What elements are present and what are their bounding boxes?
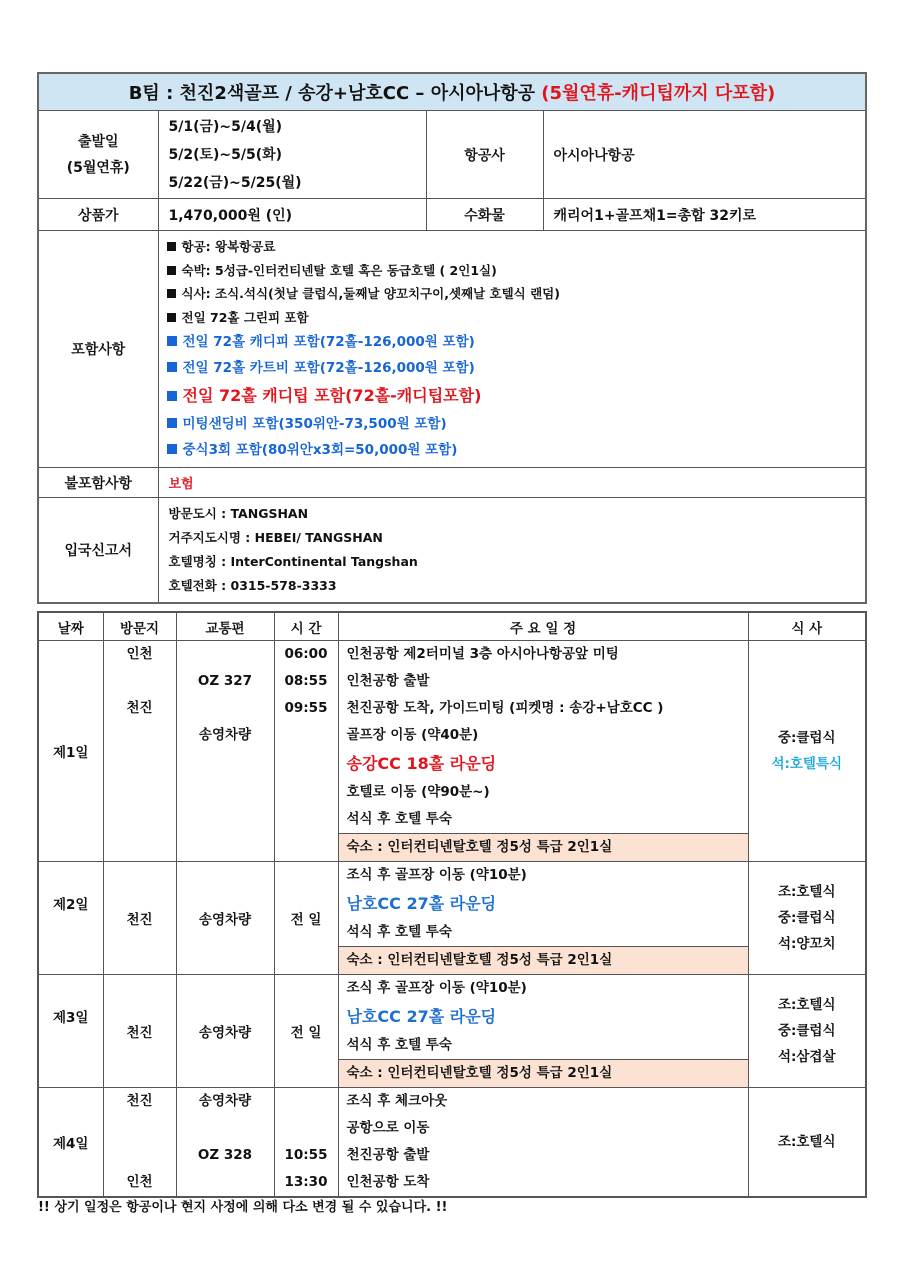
included-item: 항공: 왕복항공료	[167, 235, 866, 259]
day-label: 제3일	[38, 975, 103, 1088]
included-item: 전일 72홀 캐디피 포함(72홀-126,000원 포함)	[167, 329, 866, 355]
included-item: 전일 72홀 그린피 포함	[167, 306, 866, 330]
departure-date: 5/1(금)~5/4(월)	[168, 118, 283, 135]
time-cell: 06:00 08:55 09:55	[274, 641, 338, 862]
plan-line-golf: 송강CC 18홀 라운딩	[346, 754, 497, 773]
itinerary-table	[37, 611, 867, 1198]
departure-label-cell	[38, 111, 158, 199]
bullet-square-icon	[167, 418, 177, 428]
plan-line-golf: 남호CC 27홀 라운딩	[346, 894, 497, 913]
day-row	[38, 641, 866, 862]
baggage-value: 캐리어1+골프채1=총합 32키로	[543, 199, 866, 231]
bullet-square-icon	[167, 289, 176, 298]
place-cell: 천진	[103, 975, 176, 1088]
bullet-square-icon	[167, 336, 177, 346]
plan-line: 석식 후 호텔 투숙	[346, 1037, 452, 1053]
plan-cell	[338, 1088, 748, 1198]
title-highlight: (5월연휴-캐디팁까지 다포함)	[541, 83, 776, 104]
header-plan: 주 요 일 정	[338, 612, 748, 641]
plan-line: 공항으로 이동	[346, 1120, 430, 1136]
entry-form-info	[158, 498, 866, 604]
entry-line: 방문도시 : TANGSHAN	[168, 506, 309, 521]
excluded-label: 불포함사항	[38, 468, 158, 498]
plan-line: 인천공항 제2터미널 3층 아시아나항공앞 미팅	[346, 646, 619, 662]
bullet-square-icon	[167, 242, 176, 251]
departure-sublabel: (5월연휴)	[66, 159, 130, 176]
plan-line: 천진공항 도착, 가이드미팅 (피켓명 : 송강+남호CC )	[346, 700, 664, 716]
time-cell: 10:55 13:30	[274, 1088, 338, 1198]
header-time: 시 간	[274, 612, 338, 641]
plan-line: 호텔로 이동 (약90분~)	[346, 784, 490, 800]
transport-cell: 송영차량	[176, 862, 274, 975]
meals-cell: 조:호텔식 중:클럽식 석:양꼬치	[748, 862, 866, 975]
hotel-line: 숙소 : 인터컨티넨탈호텔 정5성 특급 2인1실	[339, 833, 748, 861]
departure-dates	[158, 111, 426, 199]
meals-cell: 조:호텔식	[748, 1088, 866, 1198]
airline-label: 항공사	[426, 111, 543, 199]
included-item: 식사: 조식.석식(첫날 클럽식,둘째날 양꼬치구이,셋째날 호텔식 랜덤)	[167, 282, 866, 306]
entry-line: 거주지도시명 : HEBEI/ TANGSHAN	[168, 530, 383, 545]
place-cell: 천진	[103, 862, 176, 975]
hotel-line: 숙소 : 인터컨티넨탈호텔 정5성 특급 2인1실	[339, 1059, 748, 1087]
plan-line: 석식 후 호텔 투숙	[346, 811, 452, 827]
plan-line: 천진공항 출발	[346, 1147, 430, 1163]
meals-cell: 조:호텔식 중:클럽식 석:삼겹살	[748, 975, 866, 1088]
plan-line: 조식 후 체크아웃	[346, 1093, 448, 1109]
product-info-table	[37, 72, 867, 604]
meals-cell: 중:클럽식 석:호텔특식	[748, 641, 866, 862]
plan-line: 인천공항 출발	[346, 673, 430, 689]
plan-line-golf: 남호CC 27홀 라운딩	[346, 1007, 497, 1026]
page-title	[38, 73, 866, 111]
included-list	[158, 231, 866, 468]
entry-line: 호텔전화 : 0315-578-3333	[168, 578, 337, 593]
day-label: 제2일	[38, 862, 103, 975]
header-date: 날짜	[38, 612, 103, 641]
header-meals: 식 사	[748, 612, 866, 641]
footer-note: !! 상기 일정은 항공이나 현지 사정에 의해 다소 변경 될 수 있습니다. !!	[38, 1200, 448, 1215]
day-row	[38, 1088, 866, 1198]
included-item: 미팅샌딩비 포함(350위안-73,500원 포함)	[167, 411, 866, 437]
included-item: 전일 72홀 카트비 포함(72홀-126,000원 포함)	[167, 355, 866, 381]
plan-line: 골프장 이동 (약40분)	[346, 727, 479, 743]
transport-cell: 송영차량	[176, 975, 274, 1088]
bullet-square-icon	[167, 391, 177, 401]
plan-line: 조식 후 골프장 이동 (약10분)	[346, 867, 527, 883]
place-cell: 천진 인천	[103, 1088, 176, 1198]
departure-date: 5/22(금)~5/25(월)	[168, 174, 302, 191]
hotel-line: 숙소 : 인터컨티넨탈호텔 정5성 특급 2인1실	[339, 946, 748, 974]
entry-line: 호텔명칭 : InterContinental Tangshan	[168, 554, 418, 569]
bullet-square-icon	[167, 313, 176, 322]
plan-line: 석식 후 호텔 투숙	[346, 924, 452, 940]
plan-cell	[338, 975, 748, 1088]
price-label: 상품가	[38, 199, 158, 231]
baggage-label: 수화물	[426, 199, 543, 231]
header-transport: 교통편	[176, 612, 274, 641]
plan-cell	[338, 641, 748, 862]
bullet-square-icon	[167, 362, 177, 372]
day-label: 제4일	[38, 1088, 103, 1198]
plan-line: 인천공항 도착	[346, 1174, 430, 1190]
included-item-highlight: 전일 72홀 캐디팁 포함(72홀-캐디팁포함)	[167, 381, 866, 411]
entry-form-label: 입국신고서	[38, 498, 158, 604]
included-label: 포함사항	[38, 231, 158, 468]
bullet-square-icon	[167, 444, 177, 454]
time-cell: 전 일	[274, 975, 338, 1088]
header-place: 방문지	[103, 612, 176, 641]
departure-date: 5/2(토)~5/5(화)	[168, 146, 283, 163]
included-item: 숙박: 5성급-인터컨티넨탈 호텔 혹은 동급호텔 ( 2인1실)	[167, 259, 866, 283]
price-value: 1,470,000원 (인)	[158, 199, 426, 231]
bullet-square-icon	[167, 266, 176, 275]
transport-cell: 송영차량 OZ 328	[176, 1088, 274, 1198]
included-item: 중식3회 포함(80위안x3회=50,000원 포함)	[167, 437, 866, 463]
departure-label: 출발일	[77, 133, 119, 150]
transport-cell: OZ 327 송영차량	[176, 641, 274, 862]
day-label: 제1일	[38, 641, 103, 862]
time-cell: 전 일	[274, 862, 338, 975]
place-cell: 인천 천진	[103, 641, 176, 862]
plan-cell	[338, 862, 748, 975]
title-main: B팀 : 천진2색골프 / 송강+남호CC – 아시아나항공	[128, 83, 542, 104]
day-row	[38, 975, 866, 1088]
airline-value: 아시아나항공	[543, 111, 866, 199]
excluded-value: 보험	[158, 468, 866, 498]
day-row	[38, 862, 866, 975]
plan-line: 조식 후 골프장 이동 (약10분)	[346, 980, 527, 996]
